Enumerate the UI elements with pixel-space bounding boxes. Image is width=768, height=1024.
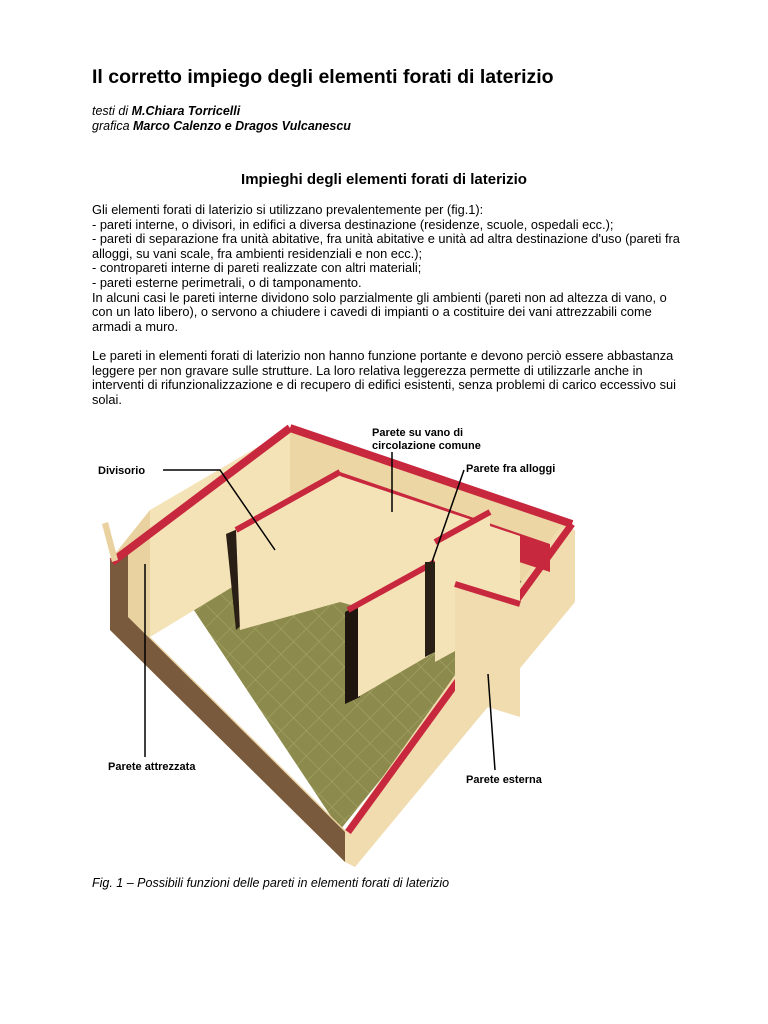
paragraph-line: Le pareti in elementi forati di laterizio non hanno funzione portante e devono perciò essere abbastanza <box>92 347 674 363</box>
body-text <box>92 203 702 407</box>
label-vano-line2: circolazione comune <box>372 440 481 452</box>
paragraph-line: - pareti esterne perimetrali, o di tamponamento. <box>92 274 362 290</box>
paragraph-line: con un lato libero), o servono a chiudere i cavedi di impianti o a costituire dei vani attrezzabili come <box>92 304 652 320</box>
alloggi-wall-shadow <box>345 604 360 704</box>
paragraph-line: leggere per non gravare sulle strutture. La loro relativa leggerezza permette di utilizzarle anche in <box>92 362 643 378</box>
label-attrezzata: Parete attrezzata <box>108 761 196 773</box>
paragraph-line: solai. <box>92 391 122 407</box>
label-vano-line1: Parete su vano di <box>372 427 464 439</box>
credits-texts-prefix: testi di <box>92 104 129 118</box>
paragraph-line: In alcuni casi le pareti interne dividono solo parzialmente gli ambienti (pareti non ad altezza di vano, o <box>92 289 667 305</box>
wall-types-illustration <box>90 412 600 872</box>
credits-texts <box>92 104 351 119</box>
credits-graphics-prefix: grafica <box>92 119 130 133</box>
label-esterna: Parete esterna <box>466 774 542 786</box>
credits-texts-author: M.Chiara Torricelli <box>131 104 241 118</box>
right-partition <box>425 562 435 657</box>
paragraph-line: - contropareti interne di pareti realizzate con altri materiali; <box>92 260 422 276</box>
figure-wall-types <box>90 412 600 872</box>
credits-graphics-authors: Marco Calenzo e Dragos Vulcanescu <box>133 119 351 133</box>
document-title: Il corretto impiego degli elementi forati di laterizio <box>92 66 554 88</box>
label-divisorio: Divisorio <box>98 465 146 477</box>
figure-caption: Fig. 1 – Possibili funzioni delle pareti in elementi forati di laterizio <box>92 876 450 890</box>
label-alloggi: Parete fra alloggi <box>466 463 556 475</box>
paragraph-line: alloggi, su vani scale, fra ambienti residenziali e non ecc.); <box>92 245 423 261</box>
paragraph-line: - pareti interne, o divisori, in edifici a diversa destinazione (residenze, scuole, ospedali ecc.); <box>92 216 614 232</box>
paragraph-line: interventi di rifunzionalizzazione e di recupero di edifici esistenti, senza problemi di carico eccessivo sui <box>92 377 676 393</box>
equipped-wall-post <box>102 522 118 562</box>
credits <box>92 104 351 134</box>
credits-graphics <box>92 119 351 134</box>
paragraph-line: Gli elementi forati di laterizio si utilizzano prevalentemente per (fig.1): <box>92 202 484 217</box>
paragraph-line: armadi a muro. <box>92 318 179 334</box>
paragraph-line: - pareti di separazione fra unità abitative, fra unità abitative e unità ad altra destinazione d'uso (pareti fra <box>92 231 680 247</box>
section-title: Impieghi degli elementi forati di laterizio <box>241 171 527 188</box>
